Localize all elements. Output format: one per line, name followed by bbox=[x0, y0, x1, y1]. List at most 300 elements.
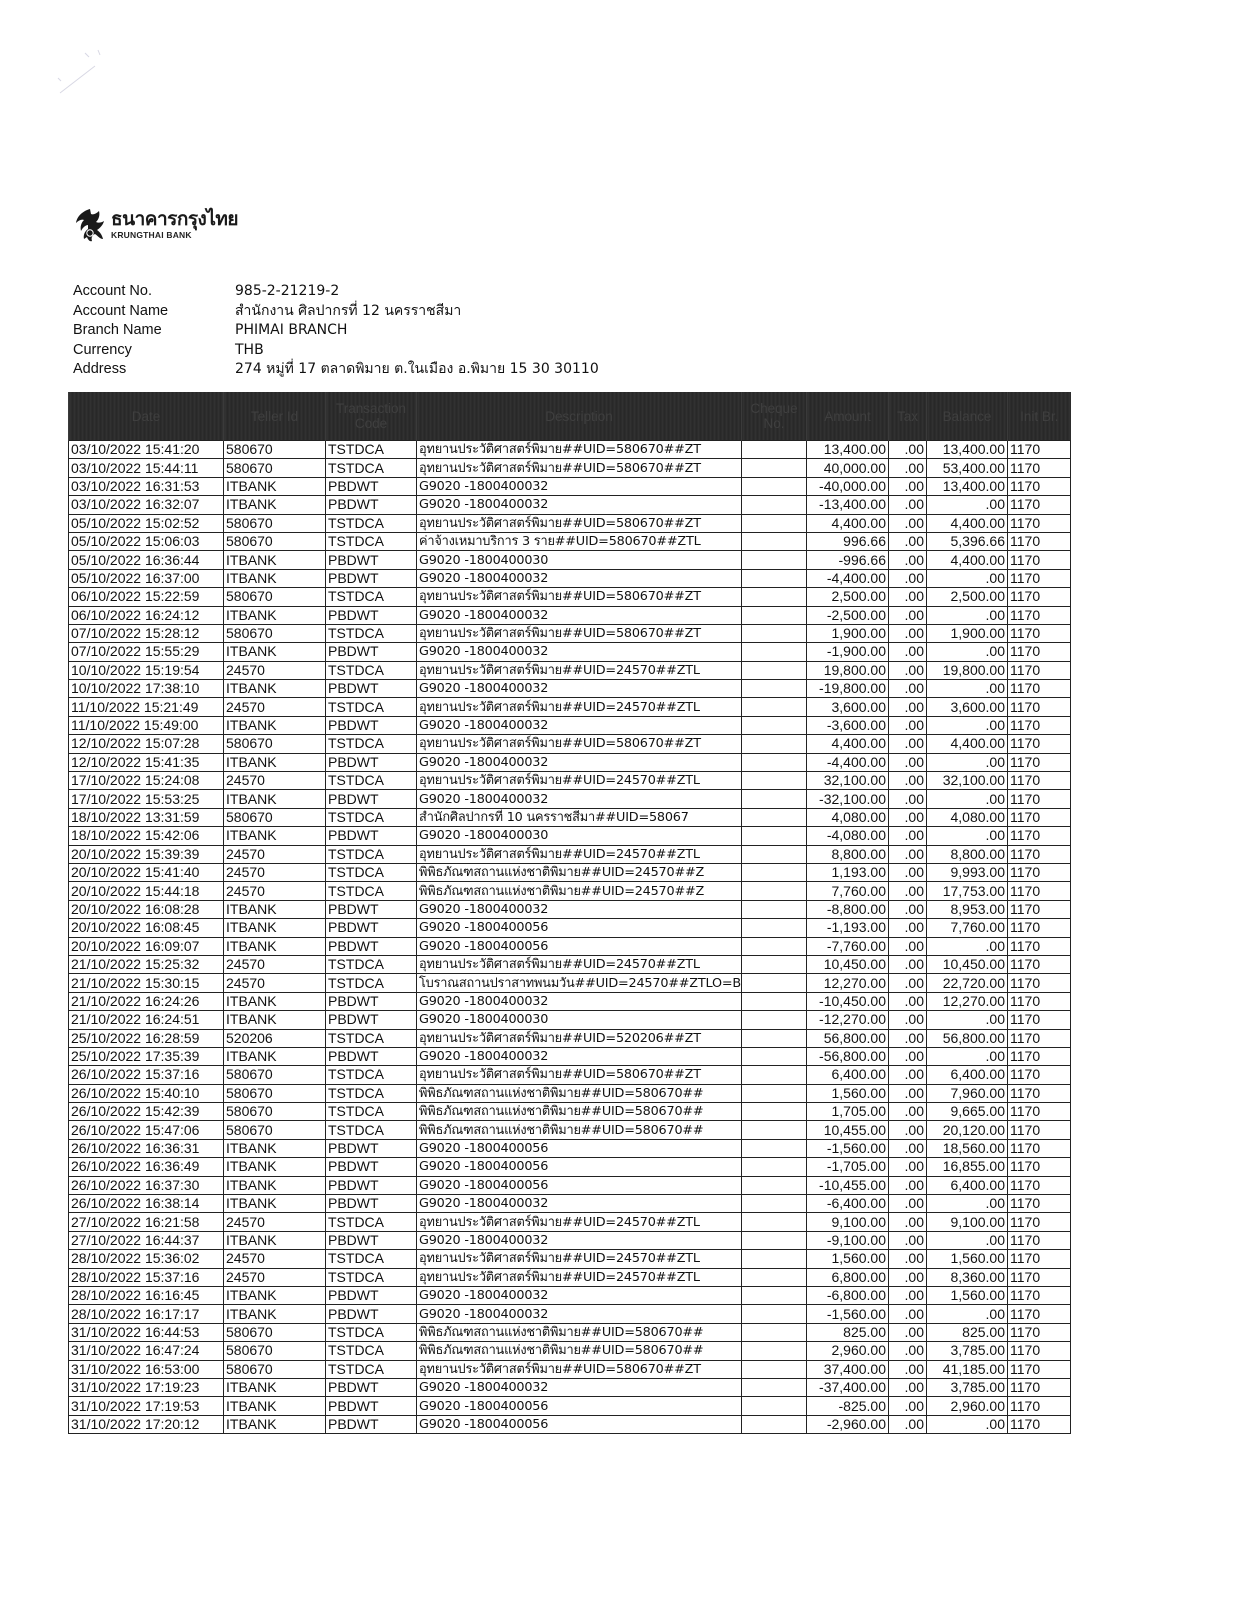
tax-cell: .00 bbox=[889, 1047, 927, 1065]
description-cell: G9020 -1800400056 bbox=[417, 937, 742, 955]
tax-cell: .00 bbox=[889, 643, 927, 661]
date-cell: 11/10/2022 15:49:00 bbox=[69, 716, 224, 734]
description-cell: อุทยานประวัติศาสตร์พิมาย##UID=24570##ZTL bbox=[417, 845, 742, 863]
date-cell: 31/10/2022 16:44:53 bbox=[69, 1323, 224, 1341]
balance-cell: .00 bbox=[927, 753, 1008, 771]
init-br-cell: 1170 bbox=[1008, 1286, 1071, 1304]
date-cell: 28/10/2022 16:16:45 bbox=[69, 1286, 224, 1304]
balance-cell: 8,953.00 bbox=[927, 900, 1008, 918]
balance-cell: .00 bbox=[927, 643, 1008, 661]
cheque-no-cell bbox=[742, 1250, 807, 1268]
cheque-no-cell bbox=[742, 1176, 807, 1194]
balance-cell: 8,360.00 bbox=[927, 1268, 1008, 1286]
description-cell: อุทยานประวัติศาสตร์พิมาย##UID=24570##ZTL bbox=[417, 1213, 742, 1231]
date-cell: 21/10/2022 15:30:15 bbox=[69, 974, 224, 992]
teller-id-cell: 580670 bbox=[224, 1323, 326, 1341]
balance-cell: 12,270.00 bbox=[927, 992, 1008, 1010]
tax-cell: .00 bbox=[889, 588, 927, 606]
header-balance: Balance bbox=[927, 392, 1008, 441]
description-cell: G9020 -1800400032 bbox=[417, 643, 742, 661]
amount-cell: 4,400.00 bbox=[807, 514, 889, 532]
cheque-no-cell bbox=[742, 1047, 807, 1065]
header-tax: Tax bbox=[889, 392, 927, 441]
tax-cell: .00 bbox=[889, 698, 927, 716]
description-cell: พิพิธภัณฑสถานแห่งชาติพิมาย##UID=24570##Z bbox=[417, 863, 742, 881]
init-br-cell: 1170 bbox=[1008, 1011, 1071, 1029]
description-cell: อุทยานประวัติศาสตร์พิมาย##UID=580670##ZT bbox=[417, 588, 742, 606]
table-row bbox=[69, 514, 1071, 532]
date-cell: 07/10/2022 15:28:12 bbox=[69, 624, 224, 642]
teller-id-cell: ITBANK bbox=[224, 1286, 326, 1304]
currency-row bbox=[73, 341, 599, 361]
amount-cell: 40,000.00 bbox=[807, 459, 889, 477]
transaction-code-cell: PBDWT bbox=[326, 900, 417, 918]
description-cell: G9020 -1800400032 bbox=[417, 1231, 742, 1249]
transaction-code-cell: TSTDCA bbox=[326, 1250, 417, 1268]
init-br-cell: 1170 bbox=[1008, 1029, 1071, 1047]
amount-cell: -825.00 bbox=[807, 1397, 889, 1415]
teller-id-cell: 580670 bbox=[224, 735, 326, 753]
amount-cell: -19,800.00 bbox=[807, 680, 889, 698]
table-row bbox=[69, 1176, 1071, 1194]
tax-cell: .00 bbox=[889, 496, 927, 514]
teller-id-cell: ITBANK bbox=[224, 1378, 326, 1396]
description-cell: G9020 -1800400032 bbox=[417, 680, 742, 698]
init-br-cell: 1170 bbox=[1008, 1213, 1071, 1231]
cheque-no-cell bbox=[742, 532, 807, 550]
description-cell: G9020 -1800400032 bbox=[417, 496, 742, 514]
cheque-no-cell bbox=[742, 808, 807, 826]
init-br-cell: 1170 bbox=[1008, 808, 1071, 826]
transaction-code-cell: PBDWT bbox=[326, 1158, 417, 1176]
account-name-label: Account Name bbox=[73, 302, 169, 319]
amount-cell: -56,800.00 bbox=[807, 1047, 889, 1065]
balance-cell: 825.00 bbox=[927, 1323, 1008, 1341]
balance-cell: .00 bbox=[927, 937, 1008, 955]
description-cell: G9020 -1800400056 bbox=[417, 919, 742, 937]
transaction-code-cell: PBDWT bbox=[326, 477, 417, 495]
cheque-no-cell bbox=[742, 753, 807, 771]
transaction-code-cell: PBDWT bbox=[326, 496, 417, 514]
table-row bbox=[69, 441, 1071, 459]
description-cell: อุทยานประวัติศาสตร์พิมาย##UID=24570##ZTL bbox=[417, 955, 742, 973]
balance-cell: .00 bbox=[927, 1195, 1008, 1213]
tax-cell: .00 bbox=[889, 790, 927, 808]
amount-cell: -1,705.00 bbox=[807, 1158, 889, 1176]
balance-cell: 1,560.00 bbox=[927, 1250, 1008, 1268]
cheque-no-cell bbox=[742, 477, 807, 495]
balance-cell: .00 bbox=[927, 827, 1008, 845]
init-br-cell: 1170 bbox=[1008, 1305, 1071, 1323]
date-cell: 26/10/2022 16:37:30 bbox=[69, 1176, 224, 1194]
cheque-no-cell bbox=[742, 1360, 807, 1378]
amount-cell: -37,400.00 bbox=[807, 1378, 889, 1396]
tax-cell: .00 bbox=[889, 1268, 927, 1286]
date-cell: 31/10/2022 17:19:53 bbox=[69, 1397, 224, 1415]
date-cell: 20/10/2022 16:08:28 bbox=[69, 900, 224, 918]
amount-cell: 4,080.00 bbox=[807, 808, 889, 826]
date-cell: 17/10/2022 15:24:08 bbox=[69, 772, 224, 790]
balance-cell: 53,400.00 bbox=[927, 459, 1008, 477]
date-cell: 21/10/2022 16:24:51 bbox=[69, 1011, 224, 1029]
tax-cell: .00 bbox=[889, 1250, 927, 1268]
teller-id-cell: ITBANK bbox=[224, 1139, 326, 1157]
table-row bbox=[69, 698, 1071, 716]
tax-cell: .00 bbox=[889, 569, 927, 587]
balance-cell: 13,400.00 bbox=[927, 477, 1008, 495]
description-cell: พิพิธภัณฑสถานแห่งชาติพิมาย##UID=580670## bbox=[417, 1342, 742, 1360]
table-row bbox=[69, 1084, 1071, 1102]
init-br-cell: 1170 bbox=[1008, 919, 1071, 937]
table-row bbox=[69, 1066, 1071, 1084]
init-br-cell: 1170 bbox=[1008, 680, 1071, 698]
table-row bbox=[69, 569, 1071, 587]
tax-cell: .00 bbox=[889, 661, 927, 679]
table-row bbox=[69, 1360, 1071, 1378]
description-cell: อุทยานประวัติศาสตร์พิมาย##UID=580670##ZT bbox=[417, 459, 742, 477]
description-cell: G9020 -1800400032 bbox=[417, 477, 742, 495]
tax-cell: .00 bbox=[889, 1231, 927, 1249]
teller-id-cell: 24570 bbox=[224, 974, 326, 992]
cheque-no-cell bbox=[742, 459, 807, 477]
amount-cell: -1,560.00 bbox=[807, 1305, 889, 1323]
tax-cell: .00 bbox=[889, 1213, 927, 1231]
transaction-code-cell: TSTDCA bbox=[326, 1342, 417, 1360]
table-row bbox=[69, 1342, 1071, 1360]
description-cell: G9020 -1800400032 bbox=[417, 1305, 742, 1323]
date-cell: 03/10/2022 15:44:11 bbox=[69, 459, 224, 477]
table-header-row bbox=[69, 392, 1071, 441]
init-br-cell: 1170 bbox=[1008, 514, 1071, 532]
teller-id-cell: 580670 bbox=[224, 441, 326, 459]
transaction-code-cell: PBDWT bbox=[326, 919, 417, 937]
cheque-no-cell bbox=[742, 937, 807, 955]
init-br-cell: 1170 bbox=[1008, 1121, 1071, 1139]
cheque-no-cell bbox=[742, 1121, 807, 1139]
teller-id-cell: ITBANK bbox=[224, 551, 326, 569]
table-row bbox=[69, 1103, 1071, 1121]
date-cell: 06/10/2022 15:22:59 bbox=[69, 588, 224, 606]
init-br-cell: 1170 bbox=[1008, 1195, 1071, 1213]
transaction-code-cell: TSTDCA bbox=[326, 624, 417, 642]
header-transaction-code: Transaction Code bbox=[326, 392, 417, 441]
table-row bbox=[69, 588, 1071, 606]
description-cell: อุทยานประวัติศาสตร์พิมาย##UID=580670##ZT bbox=[417, 441, 742, 459]
balance-cell: 4,400.00 bbox=[927, 735, 1008, 753]
teller-id-cell: 24570 bbox=[224, 1250, 326, 1268]
tax-cell: .00 bbox=[889, 1084, 927, 1102]
teller-id-cell: 24570 bbox=[224, 863, 326, 881]
teller-id-cell: ITBANK bbox=[224, 1195, 326, 1213]
description-cell: อุทยานประวัติศาสตร์พิมาย##UID=24570##ZTL bbox=[417, 772, 742, 790]
date-cell: 31/10/2022 17:20:12 bbox=[69, 1415, 224, 1433]
amount-cell: 3,600.00 bbox=[807, 698, 889, 716]
date-cell: 20/10/2022 15:41:40 bbox=[69, 863, 224, 881]
transaction-code-cell: PBDWT bbox=[326, 1397, 417, 1415]
balance-cell: 18,560.00 bbox=[927, 1139, 1008, 1157]
date-cell: 26/10/2022 15:37:16 bbox=[69, 1066, 224, 1084]
balance-cell: 6,400.00 bbox=[927, 1176, 1008, 1194]
transaction-code-cell: PBDWT bbox=[326, 1305, 417, 1323]
date-cell: 20/10/2022 16:08:45 bbox=[69, 919, 224, 937]
date-cell: 05/10/2022 16:37:00 bbox=[69, 569, 224, 587]
teller-id-cell: ITBANK bbox=[224, 477, 326, 495]
teller-id-cell: 580670 bbox=[224, 1103, 326, 1121]
description-cell: พิพิธภัณฑสถานแห่งชาติพิมาย##UID=580670## bbox=[417, 1084, 742, 1102]
date-cell: 12/10/2022 15:07:28 bbox=[69, 735, 224, 753]
branch-name-row bbox=[73, 321, 599, 341]
description-cell: G9020 -1800400056 bbox=[417, 1415, 742, 1433]
amount-cell: 1,560.00 bbox=[807, 1084, 889, 1102]
description-cell: G9020 -1800400056 bbox=[417, 1139, 742, 1157]
tax-cell: .00 bbox=[889, 845, 927, 863]
init-br-cell: 1170 bbox=[1008, 698, 1071, 716]
init-br-cell: 1170 bbox=[1008, 716, 1071, 734]
init-br-cell: 1170 bbox=[1008, 441, 1071, 459]
balance-cell: 1,900.00 bbox=[927, 624, 1008, 642]
description-cell: G9020 -1800400032 bbox=[417, 606, 742, 624]
amount-cell: -1,560.00 bbox=[807, 1139, 889, 1157]
date-cell: 26/10/2022 15:47:06 bbox=[69, 1121, 224, 1139]
teller-id-cell: 580670 bbox=[224, 624, 326, 642]
amount-cell: 1,900.00 bbox=[807, 624, 889, 642]
teller-id-cell: 580670 bbox=[224, 588, 326, 606]
init-br-cell: 1170 bbox=[1008, 735, 1071, 753]
init-br-cell: 1170 bbox=[1008, 569, 1071, 587]
table-row bbox=[69, 1121, 1071, 1139]
tax-cell: .00 bbox=[889, 1158, 927, 1176]
init-br-cell: 1170 bbox=[1008, 1378, 1071, 1396]
amount-cell: 10,450.00 bbox=[807, 955, 889, 973]
transaction-code-cell: PBDWT bbox=[326, 606, 417, 624]
balance-cell: 3,600.00 bbox=[927, 698, 1008, 716]
balance-cell: 10,450.00 bbox=[927, 955, 1008, 973]
transaction-code-cell: TSTDCA bbox=[326, 974, 417, 992]
transaction-code-cell: TSTDCA bbox=[326, 459, 417, 477]
branch-name-value: PHIMAI BRANCH bbox=[235, 322, 348, 338]
cheque-no-cell bbox=[742, 569, 807, 587]
description-cell: อุทยานประวัติศาสตร์พิมาย##UID=24570##ZTL bbox=[417, 661, 742, 679]
table-row bbox=[69, 882, 1071, 900]
transaction-code-cell: TSTDCA bbox=[326, 1121, 417, 1139]
amount-cell: -996.66 bbox=[807, 551, 889, 569]
amount-cell: -2,960.00 bbox=[807, 1415, 889, 1433]
transaction-code-cell: TSTDCA bbox=[326, 588, 417, 606]
teller-id-cell: 24570 bbox=[224, 882, 326, 900]
transaction-code-cell: PBDWT bbox=[326, 1415, 417, 1433]
transaction-code-cell: PBDWT bbox=[326, 551, 417, 569]
init-br-cell: 1170 bbox=[1008, 496, 1071, 514]
transaction-code-cell: TSTDCA bbox=[326, 1323, 417, 1341]
description-cell: พิพิธภัณฑสถานแห่งชาติพิมาย##UID=580670## bbox=[417, 1121, 742, 1139]
table-row bbox=[69, 496, 1071, 514]
amount-cell: -4,400.00 bbox=[807, 569, 889, 587]
table-row bbox=[69, 1213, 1071, 1231]
description-cell: อุทยานประวัติศาสตร์พิมาย##UID=580670##ZT bbox=[417, 514, 742, 532]
cheque-no-cell bbox=[742, 441, 807, 459]
init-br-cell: 1170 bbox=[1008, 1397, 1071, 1415]
date-cell: 26/10/2022 16:38:14 bbox=[69, 1195, 224, 1213]
init-br-cell: 1170 bbox=[1008, 1268, 1071, 1286]
amount-cell: 9,100.00 bbox=[807, 1213, 889, 1231]
table-row bbox=[69, 661, 1071, 679]
table-row bbox=[69, 624, 1071, 642]
account-number-label: Account No. bbox=[73, 283, 152, 299]
teller-id-cell: 580670 bbox=[224, 1084, 326, 1102]
date-cell: 06/10/2022 16:24:12 bbox=[69, 606, 224, 624]
table-row bbox=[69, 532, 1071, 550]
init-br-cell: 1170 bbox=[1008, 863, 1071, 881]
init-br-cell: 1170 bbox=[1008, 661, 1071, 679]
table-row bbox=[69, 735, 1071, 753]
account-number-value: 985-2-21219-2 bbox=[235, 283, 340, 299]
table-row bbox=[69, 790, 1071, 808]
description-cell: อุทยานประวัติศาสตร์พิมาย##UID=520206##ZT bbox=[417, 1029, 742, 1047]
init-br-cell: 1170 bbox=[1008, 1231, 1071, 1249]
tax-cell: .00 bbox=[889, 551, 927, 569]
description-cell: G9020 -1800400030 bbox=[417, 551, 742, 569]
transaction-code-cell: TSTDCA bbox=[326, 1268, 417, 1286]
teller-id-cell: 580670 bbox=[224, 1066, 326, 1084]
balance-cell: 16,855.00 bbox=[927, 1158, 1008, 1176]
description-cell: G9020 -1800400032 bbox=[417, 790, 742, 808]
date-cell: 07/10/2022 15:55:29 bbox=[69, 643, 224, 661]
tax-cell: .00 bbox=[889, 1286, 927, 1304]
table-row bbox=[69, 1011, 1071, 1029]
teller-id-cell: 24570 bbox=[224, 698, 326, 716]
balance-cell: .00 bbox=[927, 1231, 1008, 1249]
cheque-no-cell bbox=[742, 514, 807, 532]
amount-cell: 6,800.00 bbox=[807, 1268, 889, 1286]
description-cell: อุทยานประวัติศาสตร์พิมาย##UID=580670##ZT bbox=[417, 1360, 742, 1378]
table-row bbox=[69, 900, 1071, 918]
amount-cell: 13,400.00 bbox=[807, 441, 889, 459]
init-br-cell: 1170 bbox=[1008, 551, 1071, 569]
tax-cell: .00 bbox=[889, 882, 927, 900]
tax-cell: .00 bbox=[889, 900, 927, 918]
init-br-cell: 1170 bbox=[1008, 1158, 1071, 1176]
balance-cell: 2,500.00 bbox=[927, 588, 1008, 606]
description-cell: ค่าจ้างเหมาบริการ 3 ราย##UID=580670##ZTL bbox=[417, 532, 742, 550]
table-row bbox=[69, 808, 1071, 826]
bank-logo bbox=[73, 207, 238, 243]
cheque-no-cell bbox=[742, 1286, 807, 1304]
tax-cell: .00 bbox=[889, 477, 927, 495]
cheque-no-cell bbox=[742, 1415, 807, 1433]
teller-id-cell: ITBANK bbox=[224, 1397, 326, 1415]
amount-cell: -6,800.00 bbox=[807, 1286, 889, 1304]
teller-id-cell: 580670 bbox=[224, 532, 326, 550]
address-label: Address bbox=[73, 361, 127, 377]
description-cell: โบราณสถานปราสาทพนมวัน##UID=24570##ZTLO=B bbox=[417, 974, 742, 992]
tax-cell: .00 bbox=[889, 1195, 927, 1213]
cheque-no-cell bbox=[742, 863, 807, 881]
date-cell: 18/10/2022 15:42:06 bbox=[69, 827, 224, 845]
init-br-cell: 1170 bbox=[1008, 643, 1071, 661]
cheque-no-cell bbox=[742, 624, 807, 642]
transaction-code-cell: TSTDCA bbox=[326, 772, 417, 790]
amount-cell: 8,800.00 bbox=[807, 845, 889, 863]
balance-cell: 7,760.00 bbox=[927, 919, 1008, 937]
cheque-no-cell bbox=[742, 1268, 807, 1286]
balance-cell: .00 bbox=[927, 606, 1008, 624]
balance-cell: 20,120.00 bbox=[927, 1121, 1008, 1139]
balance-cell: 7,960.00 bbox=[927, 1084, 1008, 1102]
cheque-no-cell bbox=[742, 974, 807, 992]
teller-id-cell: 24570 bbox=[224, 1268, 326, 1286]
cheque-no-cell bbox=[742, 643, 807, 661]
cheque-no-cell bbox=[742, 1195, 807, 1213]
balance-cell: 41,185.00 bbox=[927, 1360, 1008, 1378]
cheque-no-cell bbox=[742, 1397, 807, 1415]
date-cell: 26/10/2022 15:40:10 bbox=[69, 1084, 224, 1102]
account-name-row bbox=[73, 302, 599, 322]
balance-cell: 3,785.00 bbox=[927, 1378, 1008, 1396]
transaction-code-cell: PBDWT bbox=[326, 1378, 417, 1396]
table-row bbox=[69, 863, 1071, 881]
balance-cell: 6,400.00 bbox=[927, 1066, 1008, 1084]
cheque-no-cell bbox=[742, 496, 807, 514]
init-br-cell: 1170 bbox=[1008, 1066, 1071, 1084]
teller-id-cell: 24570 bbox=[224, 1213, 326, 1231]
table-row bbox=[69, 845, 1071, 863]
cheque-no-cell bbox=[742, 900, 807, 918]
balance-cell: .00 bbox=[927, 680, 1008, 698]
init-br-cell: 1170 bbox=[1008, 606, 1071, 624]
transaction-code-cell: TSTDCA bbox=[326, 698, 417, 716]
table-row bbox=[69, 1231, 1071, 1249]
balance-cell: 19,800.00 bbox=[927, 661, 1008, 679]
balance-cell: 4,080.00 bbox=[927, 808, 1008, 826]
description-cell: G9020 -1800400032 bbox=[417, 992, 742, 1010]
amount-cell: 996.66 bbox=[807, 532, 889, 550]
description-cell: อุทยานประวัติศาสตร์พิมาย##UID=24570##ZTL bbox=[417, 1268, 742, 1286]
teller-id-cell: ITBANK bbox=[224, 1047, 326, 1065]
transaction-code-cell: PBDWT bbox=[326, 1195, 417, 1213]
tax-cell: .00 bbox=[889, 459, 927, 477]
teller-id-cell: ITBANK bbox=[224, 716, 326, 734]
header-date: Date bbox=[69, 392, 224, 441]
transaction-code-cell: PBDWT bbox=[326, 716, 417, 734]
tax-cell: .00 bbox=[889, 827, 927, 845]
header-cheque-no: Cheque No. bbox=[742, 392, 807, 441]
teller-id-cell: 580670 bbox=[224, 459, 326, 477]
balance-cell: 22,720.00 bbox=[927, 974, 1008, 992]
teller-id-cell: ITBANK bbox=[224, 900, 326, 918]
tax-cell: .00 bbox=[889, 1397, 927, 1415]
balance-cell: 32,100.00 bbox=[927, 772, 1008, 790]
tax-cell: .00 bbox=[889, 1139, 927, 1157]
init-br-cell: 1170 bbox=[1008, 1415, 1071, 1433]
date-cell: 10/10/2022 15:19:54 bbox=[69, 661, 224, 679]
description-cell: อุทยานประวัติศาสตร์พิมาย##UID=24570##ZTL bbox=[417, 698, 742, 716]
transaction-code-cell: PBDWT bbox=[326, 569, 417, 587]
teller-id-cell: ITBANK bbox=[224, 919, 326, 937]
tax-cell: .00 bbox=[889, 992, 927, 1010]
init-br-cell: 1170 bbox=[1008, 1103, 1071, 1121]
balance-cell: 13,400.00 bbox=[927, 441, 1008, 459]
date-cell: 05/10/2022 16:36:44 bbox=[69, 551, 224, 569]
tax-cell: .00 bbox=[889, 753, 927, 771]
cheque-no-cell bbox=[742, 551, 807, 569]
transaction-code-cell: TSTDCA bbox=[326, 735, 417, 753]
teller-id-cell: ITBANK bbox=[224, 1231, 326, 1249]
cheque-no-cell bbox=[742, 882, 807, 900]
transaction-code-cell: TSTDCA bbox=[326, 1066, 417, 1084]
description-cell: G9020 -1800400030 bbox=[417, 827, 742, 845]
description-cell: อุทยานประวัติศาสตร์พิมาย##UID=580670##ZT bbox=[417, 735, 742, 753]
transaction-code-cell: TSTDCA bbox=[326, 661, 417, 679]
